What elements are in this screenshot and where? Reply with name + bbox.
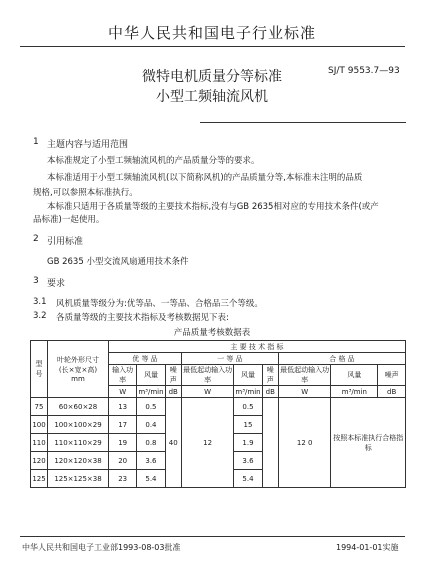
section-1-para: 本标准只适用于各质量等级的主要技术指标,没有与GB 2635相对应的专用技术条件(或产 [47,202,379,212]
row-flow-first: 0.5 [234,398,262,416]
col-size-header: 叶轮外形尺寸 (长×宽×高) mm [48,341,109,398]
unit-cell: dB [378,386,406,398]
row-size: 110×110×29 [48,434,109,452]
sub-col-header: 风量 [331,365,378,386]
merged-start-power-pass: 12 0 [278,398,331,488]
section-2-number: 2 [33,234,39,244]
sub-col-header: 噪声 [262,365,278,386]
unit-cell: dB [262,386,278,398]
section-1-para: 品标准)一起使用。 [33,215,105,225]
section-1-para: 本标准适用于小型工频轴流风机(以下简称风机)的产品质量分等,本标准未注明的品质 [47,173,363,183]
section-1-heading: 主题内容与适用范围 [47,140,129,150]
unit-cell: W [278,386,331,398]
row-flow-first: 3.6 [234,452,262,470]
standard-org-header: 中华人民共和国电子行业标准 [107,24,316,42]
grade-top-header: 优 等 品 [109,353,182,365]
row-flow-first: 15 [234,416,262,434]
unit-cell: W [181,386,234,398]
row-flow: 5.4 [137,470,165,488]
row-flow-first: 5.4 [234,470,262,488]
grade-pass-header: 合 格 品 [278,353,405,365]
row-flow-first: 1.9 [234,434,262,452]
unit-cell: m³/min [235,387,261,396]
grade-first-header: 一 等 品 [181,353,278,365]
sub-col-header: 噪声 [378,365,406,386]
main-indicators-header: 主 要 技 术 指 标 [109,341,406,353]
row-power: 13 [109,398,137,416]
spec-table [30,340,406,488]
row-type: 110 [31,434,48,452]
merged-pass-note: 按照本标准执行合格指标 [331,398,406,488]
row-type: 100 [31,416,48,434]
row-type: 120 [31,452,48,470]
section-3-number: 3 [33,276,39,286]
row-power: 23 [109,470,137,488]
merged-noise-top: 40 [165,398,181,488]
sub-col-header: 风量 [137,365,165,386]
row-flow: 0.8 [137,434,165,452]
doc-title-line1: 微特电机质量分等标准 [142,69,282,85]
clause-number: 3.2 [33,311,47,321]
footer-rule [20,536,405,537]
table-caption: 产品质量考核数据表 [173,328,251,338]
section-1-number: 1 [33,137,39,147]
unit-cell: dB [165,386,181,398]
clause-number: 3.1 [33,297,47,307]
unit-cell: W [109,386,137,398]
approval-note: 中华人民共和国电子工业部1993-08-03批准 [22,543,181,552]
section-1-para: 本标准规定了小型工频轴流风机的产品质量分等的要求。 [47,156,260,166]
row-size: 60×60×28 [48,398,109,416]
header-rule [20,46,405,47]
sub-col-header: 最低起动输入功率 [280,366,330,384]
table-row [31,398,406,416]
row-power: 20 [109,452,137,470]
sub-col-header: 风量 [234,365,262,386]
title-rule [200,122,406,123]
sub-col-header: 噪声 [165,365,181,386]
section-3-heading: 要求 [47,279,66,289]
row-type: 75 [31,398,48,416]
section-1-para: 规格,可以参照本标准执行。 [33,188,138,198]
section-2-heading: 引用标准 [47,237,84,247]
row-size: 120×120×38 [48,452,109,470]
row-flow: 3.6 [137,452,165,470]
merged-noise-first [262,398,278,488]
section-2-para: GB 2635 小型交流风扇通用技术条件 [47,257,189,267]
col-type-header: 型 号 [31,341,48,398]
standard-code: SJ/T 9553.7—93 [328,66,400,76]
row-flow: 0.5 [137,398,165,416]
effective-date: 1994-01-01实施 [336,543,399,552]
sub-col-header: 输入功率 [109,365,137,386]
unit-cell: m³/min [331,386,378,398]
clause-text: 各质量等级的主要技术指标及考核数据见下表: [56,313,229,323]
unit-cell: m³/min [138,387,164,396]
row-size: 100×100×29 [48,416,109,434]
clause-text: 风机质量等级分为:优等品、一等品、合格品三个等级。 [56,299,263,309]
doc-title-line2: 小型工频轴流风机 [156,89,268,105]
sub-col-header: 最低起动输入功率 [183,366,233,384]
row-flow: 0.4 [137,416,165,434]
row-size: 125×125×38 [48,470,109,488]
row-power: 17 [109,416,137,434]
row-power: 19 [109,434,137,452]
row-type: 125 [31,470,48,488]
merged-start-power: 12 [181,398,234,488]
